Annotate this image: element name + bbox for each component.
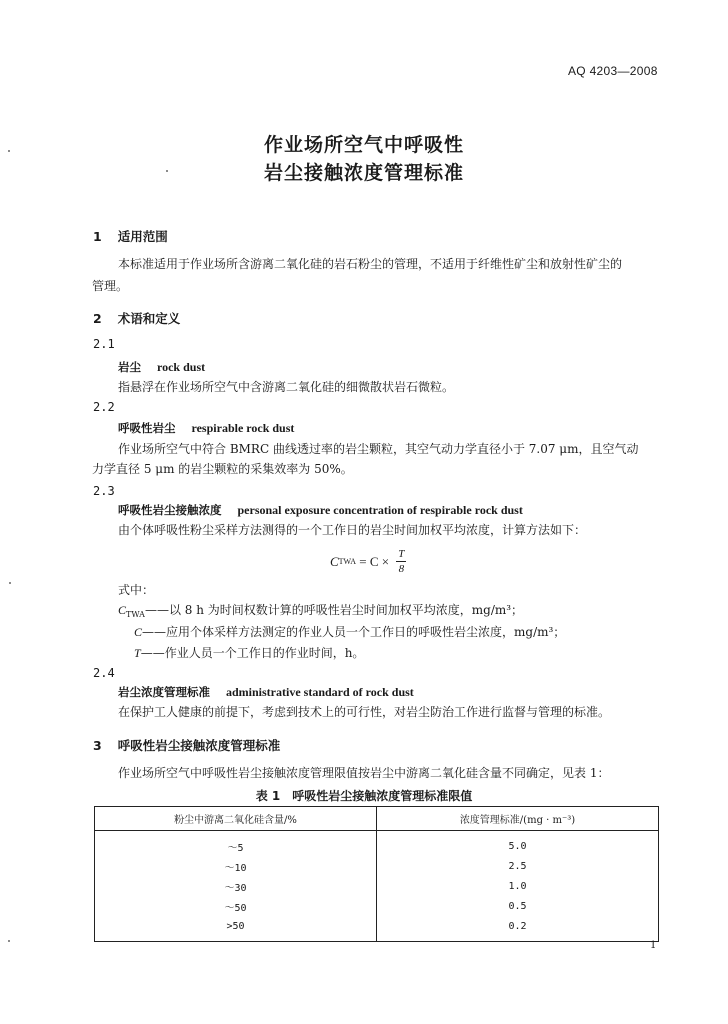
table-row bbox=[95, 916, 659, 942]
table-cell: 2.5 bbox=[377, 856, 659, 876]
scan-speck bbox=[166, 170, 168, 172]
term-zh: 呼吸性岩尘接触浓度 bbox=[118, 503, 222, 517]
clause-2-1-term bbox=[118, 359, 205, 375]
standard-code: AQ 4203—2008 bbox=[568, 64, 658, 78]
var-description: ——以 8 h 为时间权数计算的呼吸性岩尘时间加权平均浓度，mg/m³； bbox=[144, 603, 524, 617]
term-en: respirable rock dust bbox=[191, 421, 295, 435]
clause-2-4-number: 2.4 bbox=[93, 666, 115, 680]
clause-2-3-number: 2.3 bbox=[93, 484, 115, 498]
section-number: 3 bbox=[93, 738, 102, 753]
section-2-heading bbox=[93, 309, 180, 327]
scan-speck bbox=[8, 150, 10, 152]
section-1-para-line-1: 本标准适用于作业场所含游离二氧化硅的岩石粉尘的管理，不适用于纤维性矿尘和放射性矿尘的 bbox=[118, 257, 623, 271]
term-en: rock dust bbox=[157, 360, 206, 374]
where-label: 式中： bbox=[118, 583, 155, 597]
table-header-cell: 浓度管理标准/(mg · m⁻³) bbox=[377, 807, 659, 831]
var-description: ——作业人员一个工作日的作业时间，h。 bbox=[140, 646, 365, 660]
table-cell: ～30 bbox=[224, 882, 247, 894]
var-symbol: C bbox=[118, 603, 127, 617]
var-description: ——应用个体采样方法测定的作业人员一个工作日的呼吸性岩尘浓度，mg/m³； bbox=[142, 625, 566, 639]
title-line-1: 作业场所空气中呼吸性 bbox=[263, 134, 464, 156]
variable-ctwa bbox=[118, 601, 523, 619]
section-1-para-line-2: 管理。 bbox=[92, 279, 129, 293]
fraction-denominator: 8 bbox=[398, 563, 405, 575]
fraction-bar bbox=[396, 561, 406, 562]
table-1-caption: 表 1 呼吸性岩尘接触浓度管理标准限值 bbox=[255, 789, 473, 803]
term-zh: 呼吸性岩尘 bbox=[118, 421, 176, 435]
table-row bbox=[95, 876, 659, 896]
table-cell: >50 bbox=[226, 920, 245, 932]
table-cell: ～5 bbox=[227, 842, 244, 854]
twa-formula bbox=[330, 548, 406, 575]
clause-2-2-term bbox=[118, 420, 294, 436]
table-cell: 5.0 bbox=[377, 831, 659, 857]
clause-2-2-number: 2.2 bbox=[93, 400, 115, 414]
clause-2-4-definition: 在保护工人健康的前提下，考虑到技术上的可行性，对岩尘防治工作进行监督与管理的标准。 bbox=[118, 705, 611, 719]
table-row bbox=[95, 831, 659, 857]
variable-t bbox=[134, 644, 364, 661]
variable-c bbox=[134, 623, 565, 640]
formula-fraction bbox=[396, 548, 406, 575]
section-number: 2 bbox=[93, 311, 102, 326]
term-zh: 岩尘 bbox=[118, 360, 141, 374]
var-symbol: T bbox=[134, 646, 141, 660]
clause-2-4-term bbox=[118, 684, 414, 700]
table-row bbox=[95, 856, 659, 876]
section-1-heading bbox=[93, 227, 168, 245]
scan-speck bbox=[9, 582, 11, 584]
term-en: personal exposure concentration of respirable rock dust bbox=[237, 503, 523, 517]
section-3-heading bbox=[93, 736, 280, 754]
clause-2-1-number: 2.1 bbox=[93, 337, 115, 351]
page-number: 1 bbox=[650, 940, 657, 951]
table-row bbox=[95, 896, 659, 916]
scan-speck bbox=[8, 940, 10, 942]
clause-2-2-def-line-2: 力学直径 5 μm 的岩尘颗粒的采集效率为 50%。 bbox=[92, 462, 353, 476]
clause-2-3-term bbox=[118, 502, 523, 518]
term-en: administrative standard of rock dust bbox=[226, 685, 414, 699]
table-cell: ～10 bbox=[224, 862, 247, 874]
table-cell: 0.5 bbox=[377, 896, 659, 916]
clause-2-2-def-line-1: 作业场所空气中符合 BMRC 曲线透过率的岩尘颗粒，其空气动力学直径小于 7.07 μm，且空气动 bbox=[118, 442, 639, 456]
clause-2-1-definition: 指悬浮在作业场所空气中含游离二氧化硅的细微散状岩石微粒。 bbox=[118, 380, 455, 394]
var-subscript: TWA bbox=[126, 610, 145, 619]
clause-2-3-definition: 由个体呼吸性粉尘采样方法测得的一个工作日的岩尘时间加权平均浓度，计算方法如下： bbox=[118, 523, 587, 537]
table-1 bbox=[94, 806, 659, 942]
fraction-numerator: T bbox=[398, 548, 405, 560]
formula-middle: = C × bbox=[356, 553, 393, 569]
section-3-para: 作业场所空气中呼吸性岩尘接触浓度管理限值按岩尘中游离二氧化硅含量不同确定，见表 1： bbox=[118, 766, 610, 780]
table-header-row bbox=[95, 807, 659, 831]
term-zh: 岩尘浓度管理标准 bbox=[118, 685, 210, 699]
table-cell: 1.0 bbox=[377, 876, 659, 896]
section-title: 呼吸性岩尘接触浓度管理标准 bbox=[117, 738, 281, 753]
section-title: 术语和定义 bbox=[117, 311, 181, 326]
section-title: 适用范围 bbox=[117, 229, 168, 244]
title-line-2: 岩尘接触浓度管理标准 bbox=[263, 162, 464, 184]
section-number: 1 bbox=[93, 229, 102, 244]
formula-lhs: C bbox=[330, 553, 339, 569]
table-cell: ～50 bbox=[224, 902, 247, 914]
table-header-cell: 粉尘中游离二氧化硅含量/% bbox=[95, 807, 377, 831]
table-cell: 0.2 bbox=[377, 916, 659, 942]
formula-subscript: TWA bbox=[338, 557, 356, 566]
var-symbol: C bbox=[134, 625, 143, 639]
